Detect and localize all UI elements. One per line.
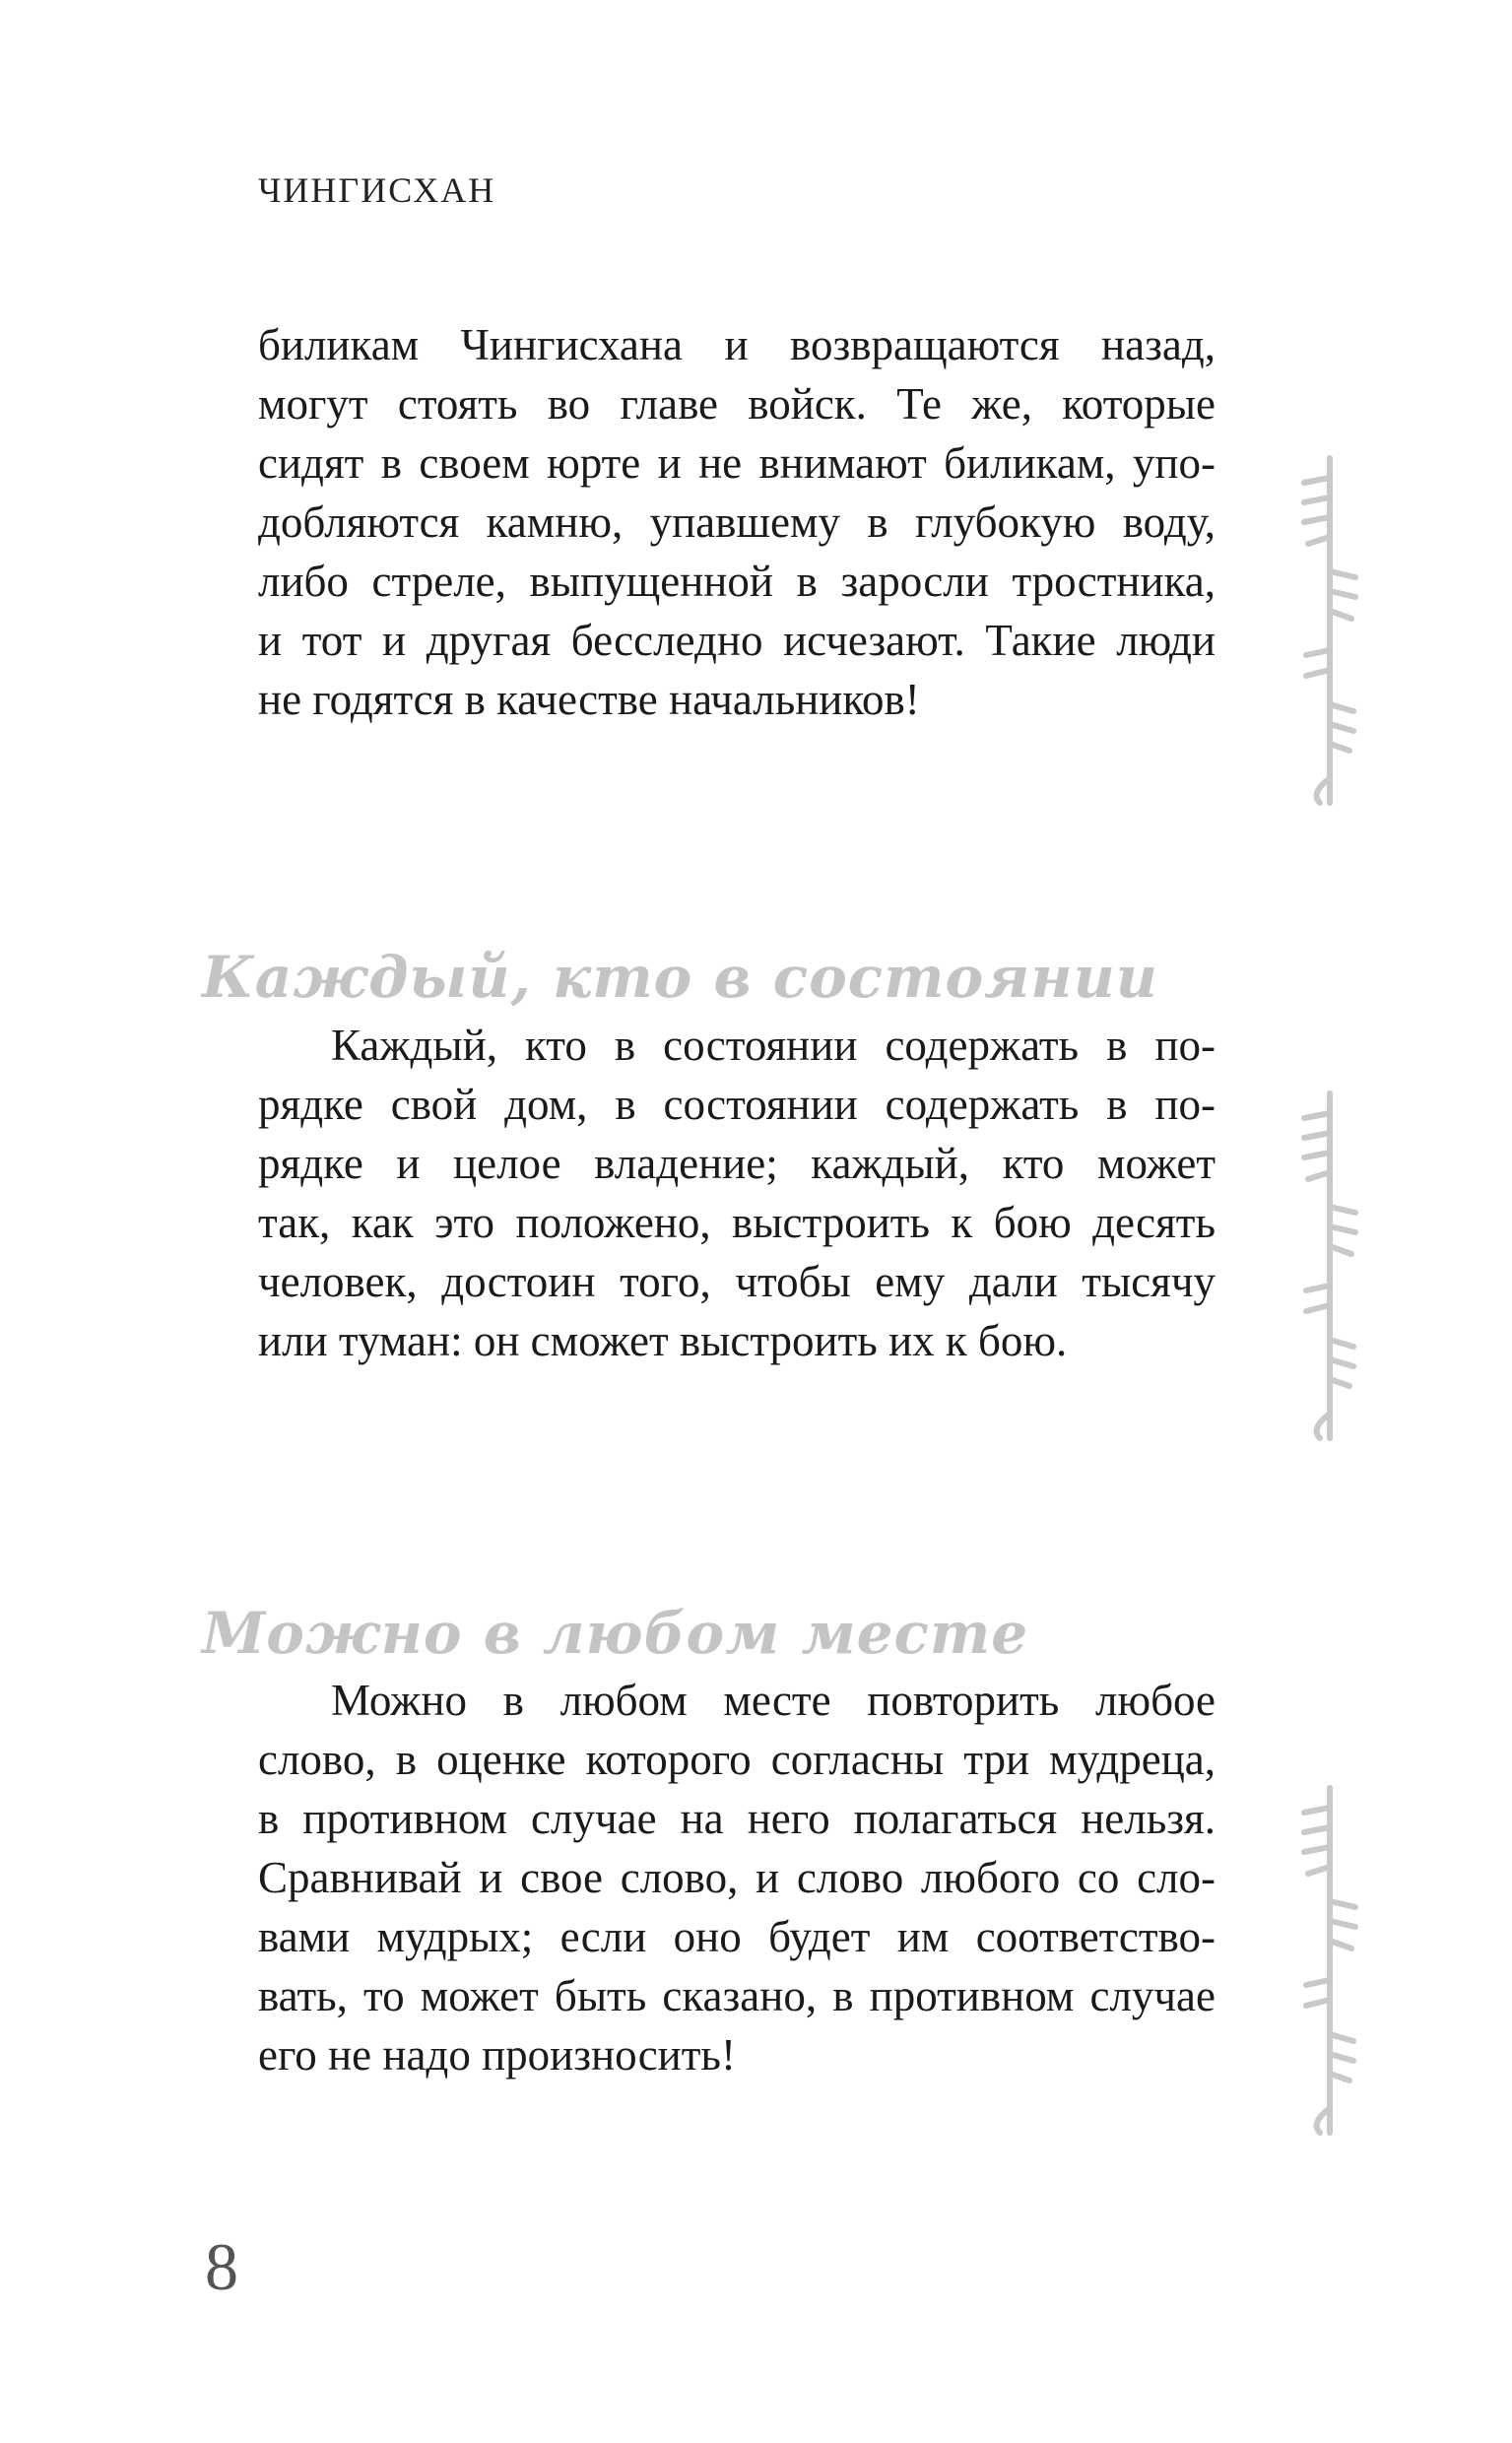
text-line: могут стоять во главе войск. Те же, которые xyxy=(258,379,1216,429)
paragraph xyxy=(258,1016,1216,1370)
text-line: его не надо произносить! xyxy=(258,2030,736,2080)
paragraph-continuation xyxy=(258,315,1216,729)
mongolian-script-ornament-icon xyxy=(1290,1089,1369,1443)
text-line: не годятся в качестве начальников! xyxy=(258,675,920,724)
text-line: Каждый, кто в состоянии содержать в по- xyxy=(331,1021,1216,1070)
text-line: в противном случае на него полагаться нельзя. xyxy=(258,1794,1216,1843)
text-line: Можно в любом месте повторить любое xyxy=(331,1676,1216,1725)
text-line: рядке и целое владение; каждый, кто может xyxy=(258,1139,1216,1188)
text-line: рядке свой дом, в состоянии содержать в по- xyxy=(258,1080,1216,1129)
paragraph xyxy=(258,1671,1216,2084)
text-line: сидят в своем юрте и не внимают биликам, упо- xyxy=(258,438,1216,488)
text-line: вать, то может быть сказано, в противном случае xyxy=(258,1971,1216,2020)
text-line: и тот и другая бесследно исчезают. Такие люди xyxy=(258,616,1216,665)
text-line: так, как это положено, выстроить к бою десять xyxy=(258,1198,1216,1247)
text-line: или туман: он сможет выстроить их к бою. xyxy=(258,1316,1068,1365)
text-line: Сравнивай и свое слово, и слово любого со сло- xyxy=(258,1853,1216,1902)
text-line: вами мудрых; если оно будет им соответство- xyxy=(258,1912,1216,1961)
mongolian-script-ornament-icon xyxy=(1290,453,1369,808)
text-line: либо стреле, выпущенной в заросли тростника, xyxy=(258,557,1216,606)
section-title: Можно в любом месте xyxy=(202,1600,1029,1667)
running-head: ЧИНГИСХАН xyxy=(258,170,496,210)
text-line: слово, в оценке которого согласны три мудреца, xyxy=(258,1735,1216,1784)
text-line: добляются камню, упавшему в глубокую воду, xyxy=(258,497,1216,547)
mongolian-script-ornament-icon xyxy=(1290,1783,1369,2138)
section-title: Каждый, кто в состоянии xyxy=(202,944,1158,1011)
text-line: биликам Чингисхана и возвращаются назад, xyxy=(258,320,1216,369)
page-number: 8 xyxy=(205,2229,238,2304)
text-line: человек, достоин того, чтобы ему дали тысячу xyxy=(258,1257,1216,1306)
